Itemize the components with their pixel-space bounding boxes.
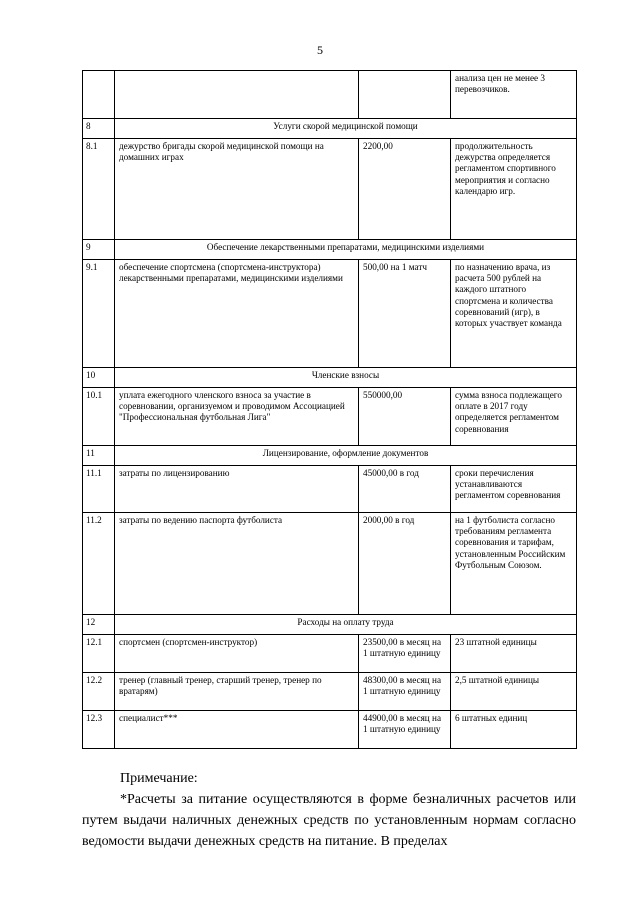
section-row (83, 240, 577, 260)
row-number (83, 71, 115, 119)
row-number: 11.2 (83, 513, 115, 615)
note-text: *Расчеты за питание осуществляются в форме безналичных расчетов или путем выдачи наличных денежных средств по установленным нормам согласно ведомости выдачи денежных средств на питание. В пределах (82, 792, 576, 849)
section-row (83, 615, 577, 635)
section-title: Обеспечение лекарственными препаратами, медицинскими изделиями (115, 240, 577, 260)
item-note: анализа цен не менее 3 перевозчиков. (451, 71, 577, 119)
item-note: по назначению врача, из расчета 500 рублей на каждого штатного спортсмена и количества соревнований (игр), в которых участвует команда (451, 260, 577, 368)
section-title: Членские взносы (115, 368, 577, 388)
row-number: 12.3 (83, 711, 115, 749)
item-amount: 45000,00 в год (359, 466, 451, 513)
item-note: сумма взноса подлежащего оплате в 2017 году определяется регламентом соревнования (451, 388, 577, 446)
item-name (115, 71, 359, 119)
item-amount: 48300,00 в месяц на 1 штатную единицу (359, 673, 451, 711)
item-name: спортсмен (спортсмен-инструктор) (115, 635, 359, 673)
item-note: продолжительность дежурства определяется регламентом спортивного мероприятия и согласно календарю игр. (451, 139, 577, 240)
row-number: 9.1 (83, 260, 115, 368)
item-amount: 550000,00 (359, 388, 451, 446)
item-amount: 2000,00 в год (359, 513, 451, 615)
item-name: специалист*** (115, 711, 359, 749)
row-number: 12.1 (83, 635, 115, 673)
row-number: 12 (83, 615, 115, 635)
row-number: 8.1 (83, 139, 115, 240)
table-row (83, 260, 577, 368)
item-note: на 1 футболиста согласно требованиям регламента соревнования и тарифам, установленным Российским Футбольным Союзом. (451, 513, 577, 615)
row-number: 10 (83, 368, 115, 388)
row-number: 9 (83, 240, 115, 260)
table-row (83, 513, 577, 615)
section-row (83, 446, 577, 466)
section-title: Расходы на оплату труда (115, 615, 577, 635)
item-name: дежурство бригады скорой медицинской помощи на домашних играх (115, 139, 359, 240)
note-title: Примечание: (120, 771, 198, 786)
item-note: сроки перечисления устанавливаются регламентом соревнования (451, 466, 577, 513)
item-name: обеспечение спортсмена (спортсмена-инструктора) лекарственными препаратами, медицинскими изделиями (115, 260, 359, 368)
table-row (83, 711, 577, 749)
row-number: 12.2 (83, 673, 115, 711)
section-row (83, 119, 577, 139)
item-note: 23 штатной единицы (451, 635, 577, 673)
item-amount: 2200,00 (359, 139, 451, 240)
table-row (83, 139, 577, 240)
note-block (82, 768, 576, 852)
row-number: 11 (83, 446, 115, 466)
row-number: 8 (83, 119, 115, 139)
item-note: 6 штатных единиц (451, 711, 577, 749)
section-title: Лицензирование, оформление документов (115, 446, 577, 466)
table-row (83, 635, 577, 673)
item-name: затраты по лицензированию (115, 466, 359, 513)
table-row (83, 71, 577, 119)
item-name: уплата ежегодного членского взноса за участие в соревновании, организуемом и проводимом Ассоциацией "Профессиональная футбольная Лига" (115, 388, 359, 446)
item-amount: 500,00 на 1 матч (359, 260, 451, 368)
table-row (83, 388, 577, 446)
row-number: 10.1 (83, 388, 115, 446)
item-amount (359, 71, 451, 119)
item-name: затраты по ведению паспорта футболиста (115, 513, 359, 615)
item-note: 2,5 штатной единицы (451, 673, 577, 711)
table-row (83, 466, 577, 513)
page-number: 5 (317, 43, 323, 57)
item-amount: 44900,00 в месяц на 1 штатную единицу (359, 711, 451, 749)
expense-table (82, 70, 577, 749)
table-row (83, 673, 577, 711)
section-title: Услуги скорой медицинской помощи (115, 119, 577, 139)
item-name: тренер (главный тренер, старший тренер, тренер по вратарям) (115, 673, 359, 711)
section-row (83, 368, 577, 388)
row-number: 11.1 (83, 466, 115, 513)
item-amount: 23500,00 в месяц на 1 штатную единицу (359, 635, 451, 673)
